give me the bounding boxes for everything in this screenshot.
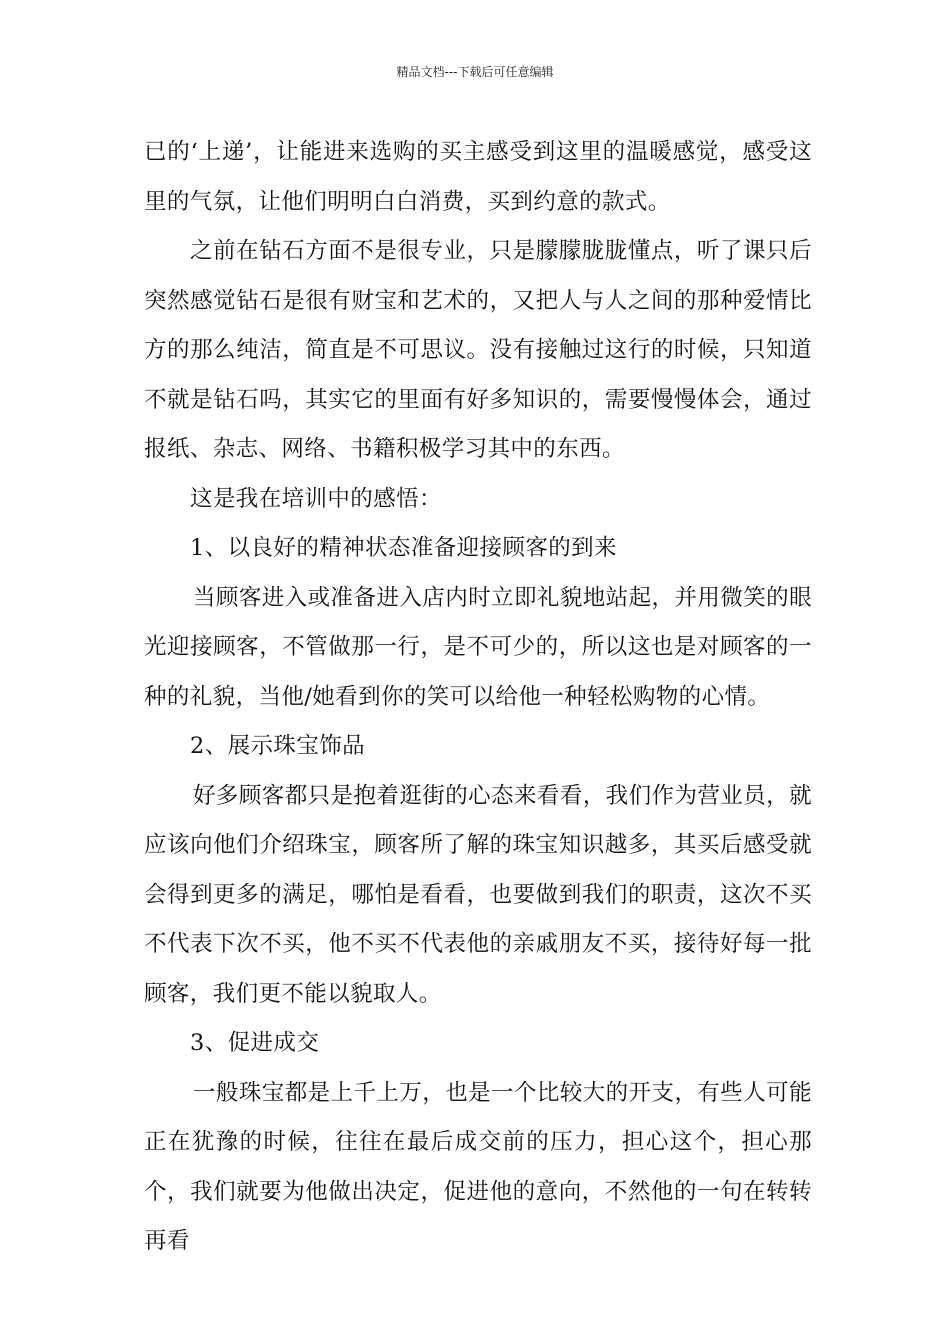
paragraph-display-jewelry: 好多顾客都只是抱着逛街的心态来看看，我们作为营业员，就应该向他们介绍珠宝，顾客所了解的珠宝知识越多，其买后感受就会得到更多的满足，哪怕是看看，也要做到我们的职责，这次不买不代表下次不买，他不买不代表他的亲戚朋友不买，接待好每一批顾客，我们更不能以貌取人。 <box>144 782 812 1007</box>
paragraph-close-deal: 一般珠宝都是上千上万，也是一个比较大的开支，有些人可能正在犹豫的时候，往往在最后成交前的压力，担心这个，担心那个，我们就要为他做出决定，促进他的意向，不然他的一句在转转再看 <box>144 1079 812 1254</box>
paragraph-continuation: 已的‘上递’，让能进来选购的买主感受到这里的温暖感觉，感受这里的气氛，让他们明明白白消费，买到约意的款式。 <box>144 139 812 215</box>
document-body <box>144 128 812 1267</box>
section-heading-3: 3、促进成交 <box>190 1030 320 1056</box>
page-header: 精品文档---下载后可任意编辑 <box>396 65 554 79</box>
paragraph-greeting-customers: 当顾客进入或准备进入店内时立即礼貌地站起，并用微笑的眼光迎接顾客，不管做那一行，是不可少的，所以这也是对顾客的一种的礼貌，当他/她看到你的笑可以给他一种轻松购物的心情。 <box>144 584 812 710</box>
paragraph-training-intro: 这是我在培训中的感悟： <box>190 485 442 512</box>
section-heading-1: 1、以良好的精神状态准备迎接顾客的到来 <box>190 535 617 561</box>
section-heading-2: 2、展示珠宝饰品 <box>190 733 366 759</box>
paragraph-diamond-learning: 之前在钻石方面不是很专业，只是朦朦胧胧懂点，听了课只后突然感觉钻石是很有财宝和艺术的，又把人与人之间的那种爱情比方的那么纯洁，简直是不可思议。没有接触过这行的时候，只知道不就是钻石吗，其实它的里面有好多知识的，需要慢慢体会，通过报纸、杂志、网络、书籍积极学习其中的东西。 <box>144 238 812 462</box>
